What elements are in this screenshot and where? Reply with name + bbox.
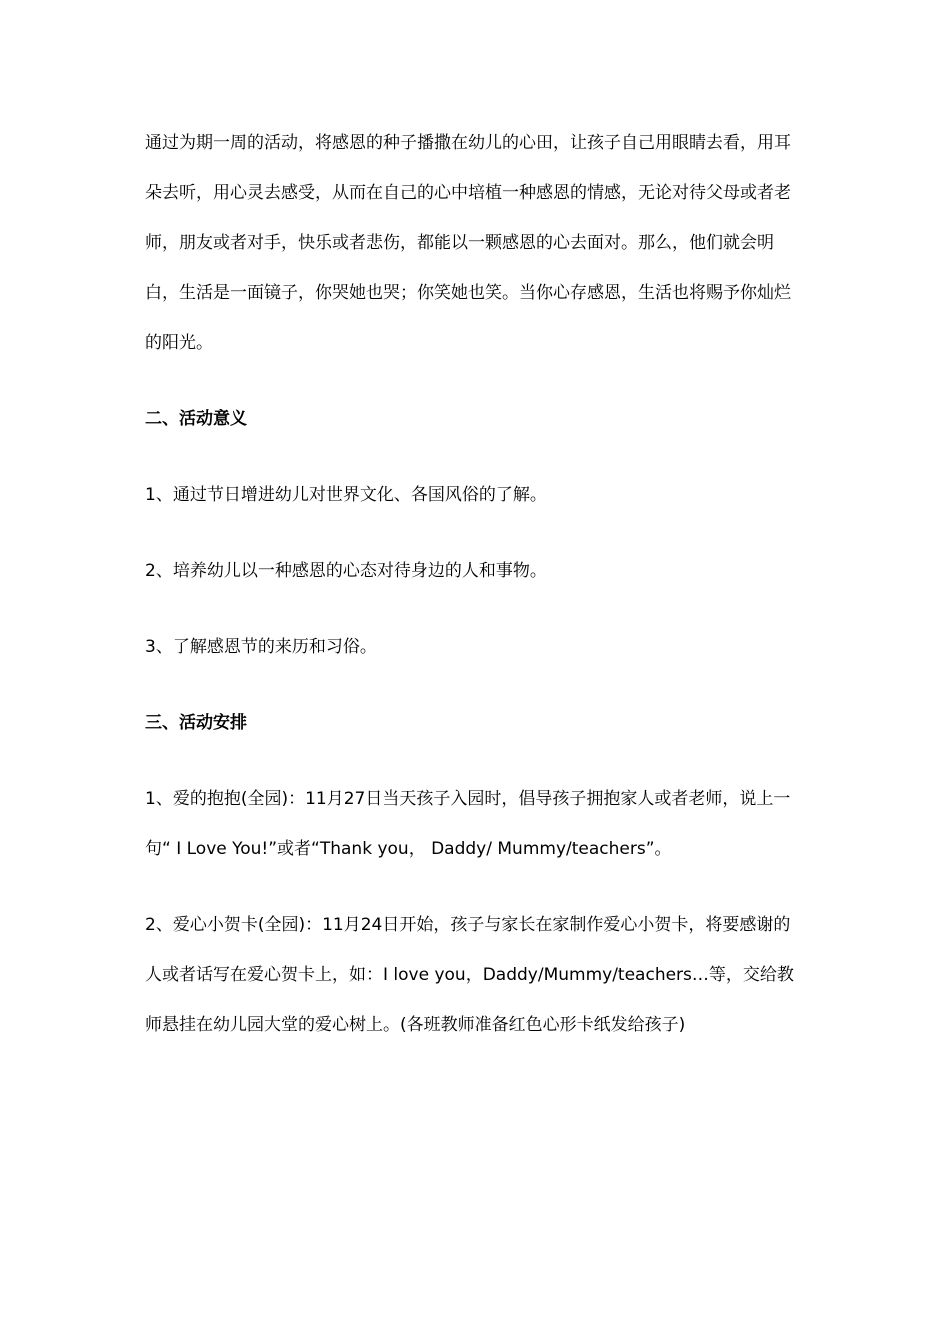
- significance-item-2: 2、培养幼儿以一种感恩的心态对待身边的人和事物。: [145, 561, 547, 581]
- section-heading-arrangement: 三、活动安排: [145, 713, 247, 733]
- arrangement-item-2: 2、爱心小贺卡(全园)：11月24日开始，孩子与家长在家制作爱心小贺卡，将要感谢的人或者话写在爱心贺卡上，如：I love you，Daddy/Mummy/teachers…等，交给教师悬挂在幼儿园大堂的爱心树上。(各班教师准备红色心形卡纸发给孩子): [145, 915, 794, 1035]
- significance-item-1: 1、通过节日增进幼儿对世界文化、各国风俗的了解。: [145, 485, 547, 505]
- section-heading-significance: 二、活动意义: [145, 409, 247, 429]
- significance-item-3: 3、了解感恩节的来历和习俗。: [145, 637, 377, 657]
- arrangement-item-1: 1、爱的抱抱(全园)：11月27日当天孩子入园时，倡导孩子拥抱家人或者老师，说上一句“ I Love You!”或者“Thank you， Daddy/ Mummy/teachers”。: [145, 789, 791, 859]
- document-body: [145, 118, 805, 1076]
- intro-paragraph: 通过为期一周的活动，将感恩的种子播撒在幼儿的心田，让孩子自己用眼睛去看，用耳朵去听，用心灵去感受，从而在自己的心中培植一种感恩的情感，无论对待父母或者老师，朋友或者对手，快乐或者悲伤，都能以一颗感恩的心去面对。那么，他们就会明白，生活是一面镜子，你哭她也哭；你笑她也笑。当你心存感恩，生活也将赐予你灿烂的阳光。: [145, 133, 791, 353]
